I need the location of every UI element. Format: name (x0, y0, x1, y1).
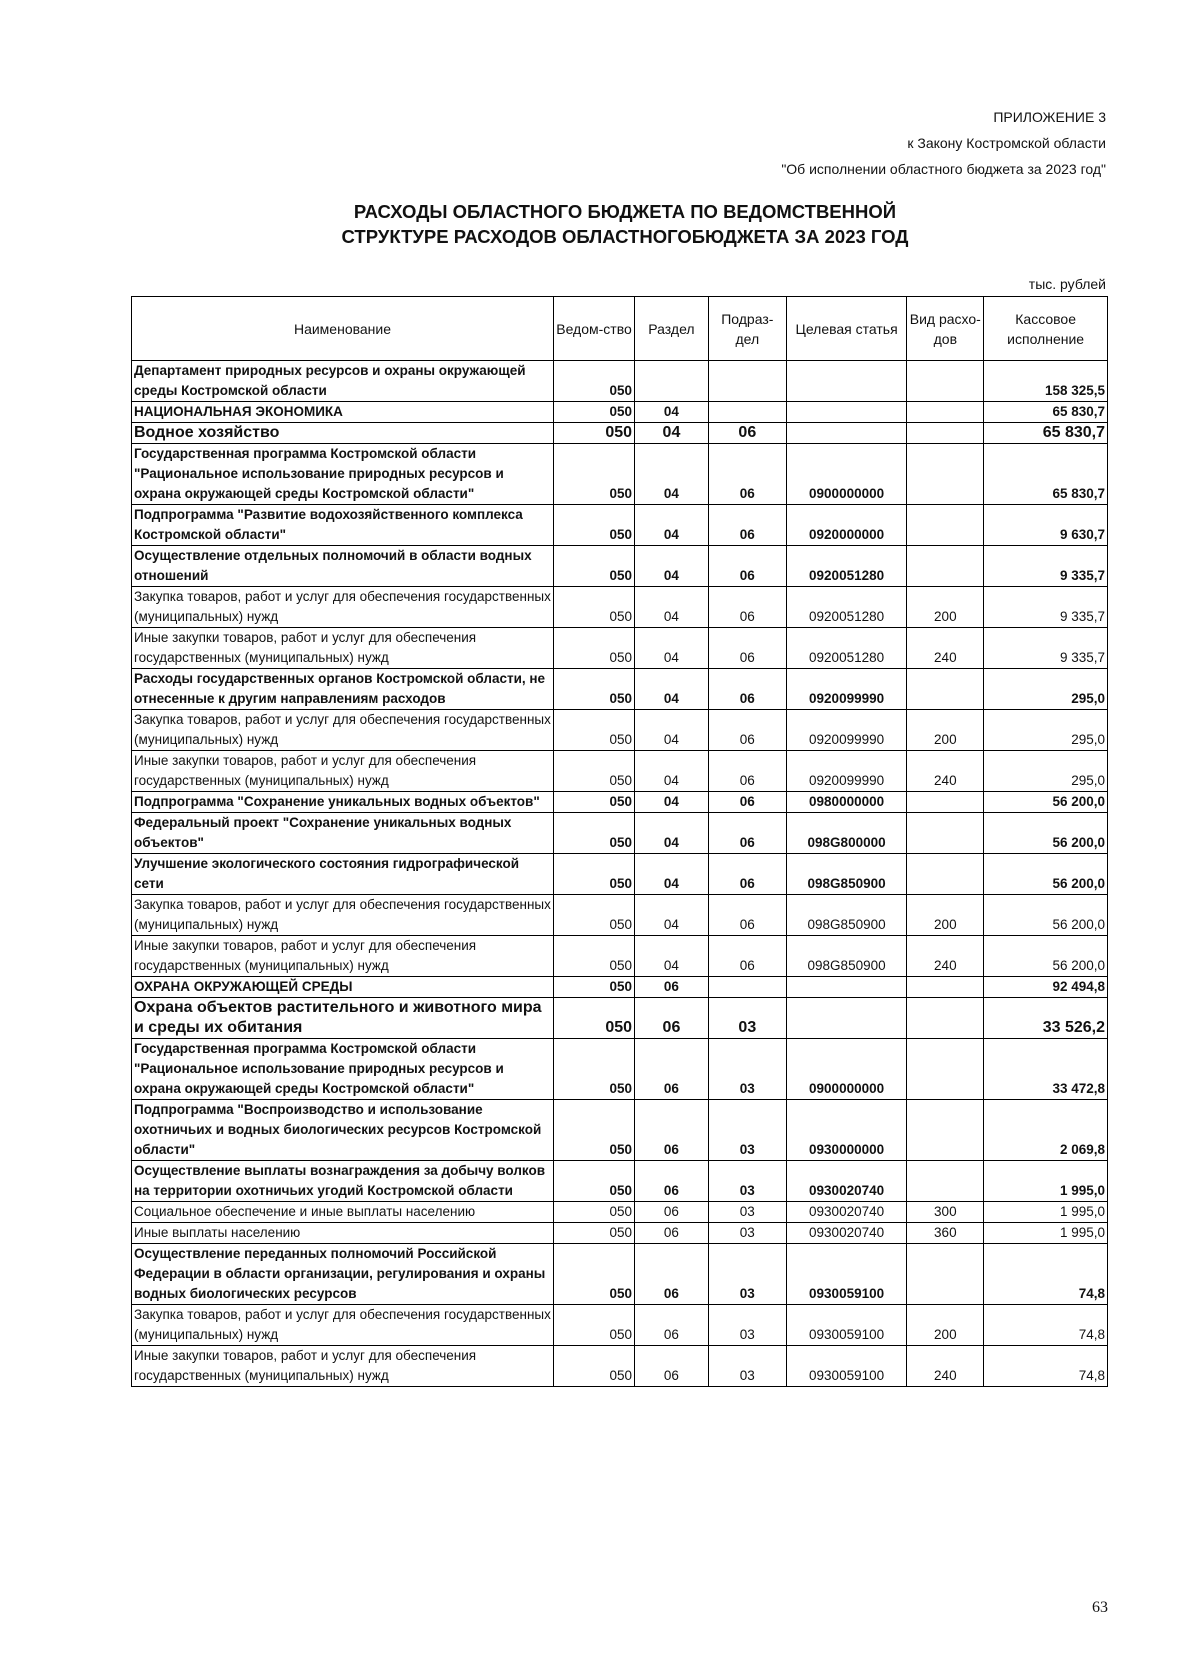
row-section (635, 361, 709, 402)
row-execution: 74,8 (984, 1305, 1108, 1346)
row-expense-type (907, 546, 984, 587)
row-execution: 1 995,0 (984, 1161, 1108, 1202)
row-agency: 050 (553, 444, 634, 505)
row-agency: 050 (553, 402, 634, 423)
row-section: 06 (635, 1244, 709, 1305)
row-section: 04 (635, 710, 709, 751)
row-agency: 050 (553, 854, 634, 895)
row-target: 0930000000 (786, 1100, 907, 1161)
table-row (132, 977, 1108, 998)
row-section: 04 (635, 423, 709, 444)
table-row (132, 1346, 1108, 1387)
row-section: 04 (635, 669, 709, 710)
row-expense-type (907, 669, 984, 710)
row-name: ОХРАНА ОКРУЖАЮЩЕЙ СРЕДЫ (132, 977, 554, 998)
row-subsection: 06 (708, 751, 786, 792)
row-section: 06 (635, 1305, 709, 1346)
row-name: Закупка товаров, работ и услуг для обеспечения государственных (муниципальных) нужд (132, 710, 554, 751)
row-execution: 295,0 (984, 710, 1108, 751)
row-target: 0920099990 (786, 751, 907, 792)
row-agency: 050 (553, 1223, 634, 1244)
row-section: 06 (635, 1346, 709, 1387)
row-target: 0930059100 (786, 1346, 907, 1387)
row-subsection: 03 (708, 1100, 786, 1161)
law-reference: к Закону Костромской области (907, 135, 1106, 151)
row-name: Иные выплаты населению (132, 1223, 554, 1244)
row-agency: 050 (553, 669, 634, 710)
row-target (786, 361, 907, 402)
row-section: 06 (635, 1202, 709, 1223)
row-name: Департамент природных ресурсов и охраны окружающей среды Костромской области (132, 361, 554, 402)
row-agency: 050 (553, 423, 634, 444)
row-execution: 56 200,0 (984, 936, 1108, 977)
table-row (132, 444, 1108, 505)
row-agency: 050 (553, 977, 634, 998)
row-target: 0900000000 (786, 1039, 907, 1100)
row-section: 04 (635, 444, 709, 505)
row-agency: 050 (553, 1039, 634, 1100)
row-target (786, 423, 907, 444)
row-agency: 050 (553, 895, 634, 936)
table-row (132, 1202, 1108, 1223)
row-subsection: 03 (708, 1346, 786, 1387)
row-target (786, 402, 907, 423)
row-section: 06 (635, 1223, 709, 1244)
row-execution: 9 335,7 (984, 546, 1108, 587)
appendix-label: ПРИЛОЖЕНИЕ 3 (993, 109, 1106, 125)
row-expense-type: 200 (907, 587, 984, 628)
row-execution: 56 200,0 (984, 854, 1108, 895)
row-target: 0920000000 (786, 505, 907, 546)
row-name: Закупка товаров, работ и услуг для обеспечения государственных (муниципальных) нужд (132, 895, 554, 936)
row-subsection: 06 (708, 936, 786, 977)
row-subsection: 06 (708, 813, 786, 854)
row-subsection: 03 (708, 998, 786, 1039)
table-row (132, 813, 1108, 854)
row-expense-type: 240 (907, 628, 984, 669)
row-name: Осуществление выплаты вознаграждения за добычу волков на территории охотничьих угодий Костромской области (132, 1161, 554, 1202)
row-agency: 050 (553, 1244, 634, 1305)
table-row (132, 669, 1108, 710)
row-expense-type (907, 444, 984, 505)
row-agency: 050 (553, 361, 634, 402)
row-agency: 050 (553, 1346, 634, 1387)
table-body (132, 361, 1108, 1387)
table-row (132, 1223, 1108, 1244)
row-section: 04 (635, 402, 709, 423)
row-subsection: 06 (708, 854, 786, 895)
column-header-section: Раздел (635, 297, 709, 361)
row-target: 0930020740 (786, 1161, 907, 1202)
row-expense-type: 240 (907, 751, 984, 792)
table-row (132, 628, 1108, 669)
table-row (132, 587, 1108, 628)
row-section: 06 (635, 1039, 709, 1100)
row-subsection (708, 361, 786, 402)
table-header (132, 297, 1108, 361)
row-execution: 74,8 (984, 1346, 1108, 1387)
row-subsection: 06 (708, 792, 786, 813)
row-agency: 050 (553, 710, 634, 751)
column-header-subsection: Подраз-дел (708, 297, 786, 361)
row-subsection: 06 (708, 710, 786, 751)
table-row (132, 936, 1108, 977)
row-expense-type (907, 1244, 984, 1305)
row-target: 0930059100 (786, 1305, 907, 1346)
row-agency: 050 (553, 1100, 634, 1161)
row-name: Подпрограмма "Воспроизводство и использование охотничьих и водных биологических ресурсов Костромской области" (132, 1100, 554, 1161)
page-number: 63 (1092, 1599, 1108, 1616)
row-name: Водное хозяйство (132, 423, 554, 444)
row-subsection (708, 402, 786, 423)
row-expense-type: 200 (907, 1305, 984, 1346)
row-name: Подпрограмма "Сохранение уникальных водных объектов" (132, 792, 554, 813)
row-section: 06 (635, 998, 709, 1039)
row-target: 0930059100 (786, 1244, 907, 1305)
row-section: 04 (635, 936, 709, 977)
row-name: Иные закупки товаров, работ и услуг для обеспечения государственных (муниципальных) нужд (132, 936, 554, 977)
row-name: Расходы государственных органов Костромской области, не отнесенные к другим направлениям расходов (132, 669, 554, 710)
row-execution: 56 200,0 (984, 895, 1108, 936)
row-agency: 050 (553, 998, 634, 1039)
row-name: Государственная программа Костромской области "Рациональное использование природных ресурсов и охрана окружающей среды Костромской области" (132, 444, 554, 505)
row-execution: 295,0 (984, 751, 1108, 792)
table-row (132, 998, 1108, 1039)
row-section: 04 (635, 895, 709, 936)
row-expense-type (907, 813, 984, 854)
row-agency: 050 (553, 936, 634, 977)
row-execution: 65 830,7 (984, 423, 1108, 444)
row-section: 06 (635, 1161, 709, 1202)
row-execution: 1 995,0 (984, 1202, 1108, 1223)
row-subsection: 03 (708, 1039, 786, 1100)
row-section: 04 (635, 546, 709, 587)
units-label: тыс. рублей (1028, 276, 1106, 292)
column-header-execution: Кассовое исполнение (984, 297, 1108, 361)
table-row (132, 751, 1108, 792)
row-target: 0930020740 (786, 1223, 907, 1244)
row-name: Закупка товаров, работ и услуг для обеспечения государственных (муниципальных) нужд (132, 1305, 554, 1346)
row-name: Иные закупки товаров, работ и услуг для обеспечения государственных (муниципальных) нужд (132, 751, 554, 792)
row-expense-type: 300 (907, 1202, 984, 1223)
row-target: 098G850900 (786, 895, 907, 936)
row-target (786, 977, 907, 998)
row-execution: 56 200,0 (984, 792, 1108, 813)
row-execution: 295,0 (984, 669, 1108, 710)
row-expense-type (907, 361, 984, 402)
row-subsection: 06 (708, 628, 786, 669)
row-agency: 050 (553, 1161, 634, 1202)
row-agency: 050 (553, 587, 634, 628)
table-row (132, 361, 1108, 402)
row-name: Иные закупки товаров, работ и услуг для обеспечения государственных (муниципальных) нужд (132, 1346, 554, 1387)
row-expense-type (907, 854, 984, 895)
row-expense-type (907, 977, 984, 998)
row-execution: 65 830,7 (984, 402, 1108, 423)
row-execution: 33 472,8 (984, 1039, 1108, 1100)
row-subsection: 06 (708, 505, 786, 546)
page-title-line-2: СТРУКТУРЕ РАСХОДОВ ОБЛАСТНОГОБЮДЖЕТА ЗА 2023 ГОД (341, 226, 909, 247)
row-execution: 9 335,7 (984, 628, 1108, 669)
row-target: 0900000000 (786, 444, 907, 505)
row-agency: 050 (553, 751, 634, 792)
row-target: 0920051280 (786, 546, 907, 587)
table-row (132, 895, 1108, 936)
row-name: Закупка товаров, работ и услуг для обеспечения государственных (муниципальных) нужд (132, 587, 554, 628)
row-section: 04 (635, 854, 709, 895)
row-target: 098G850900 (786, 854, 907, 895)
row-target: 098G850900 (786, 936, 907, 977)
row-expense-type (907, 792, 984, 813)
row-agency: 050 (553, 792, 634, 813)
row-execution: 65 830,7 (984, 444, 1108, 505)
row-section: 06 (635, 977, 709, 998)
row-name: Улучшение экологического состояния гидрографической сети (132, 854, 554, 895)
row-section: 04 (635, 505, 709, 546)
row-subsection (708, 977, 786, 998)
table-row (132, 1305, 1108, 1346)
row-name: Государственная программа Костромской области "Рациональное использование природных ресурсов и охрана окружающей среды Костромской области" (132, 1039, 554, 1100)
row-agency: 050 (553, 1202, 634, 1223)
row-target: 0980000000 (786, 792, 907, 813)
table-row (132, 546, 1108, 587)
page-title-line-1: РАСХОДЫ ОБЛАСТНОГО БЮДЖЕТА ПО ВЕДОМСТВЕННОЙ (353, 201, 897, 222)
row-expense-type (907, 998, 984, 1039)
row-expense-type (907, 423, 984, 444)
row-execution: 9 335,7 (984, 587, 1108, 628)
row-target: 0920051280 (786, 587, 907, 628)
row-execution: 92 494,8 (984, 977, 1108, 998)
row-expense-type: 360 (907, 1223, 984, 1244)
row-subsection: 06 (708, 423, 786, 444)
row-name: Федеральный проект "Сохранение уникальных водных объектов" (132, 813, 554, 854)
row-execution: 56 200,0 (984, 813, 1108, 854)
law-title: "Об исполнении областного бюджета за 2023 год" (781, 161, 1106, 177)
table-row (132, 402, 1108, 423)
table-row (132, 854, 1108, 895)
column-header-name: Наименование (132, 297, 554, 361)
row-target: 0920051280 (786, 628, 907, 669)
row-target: 098G800000 (786, 813, 907, 854)
row-name: Осуществление переданных полномочий Российской Федерации в области организации, регулирования и охраны водных биологических ресурсов (132, 1244, 554, 1305)
row-subsection: 03 (708, 1305, 786, 1346)
row-name: Подпрограмма "Развитие водохозяйственного комплекса Костромской области" (132, 505, 554, 546)
budget-table (131, 296, 1108, 1387)
row-execution: 1 995,0 (984, 1223, 1108, 1244)
row-subsection: 06 (708, 895, 786, 936)
row-execution: 2 069,8 (984, 1100, 1108, 1161)
row-expense-type (907, 1039, 984, 1100)
row-execution: 9 630,7 (984, 505, 1108, 546)
row-expense-type (907, 1100, 984, 1161)
row-expense-type (907, 1161, 984, 1202)
table-row (132, 1161, 1108, 1202)
row-execution: 158 325,5 (984, 361, 1108, 402)
row-expense-type: 240 (907, 1346, 984, 1387)
row-agency: 050 (553, 1305, 634, 1346)
row-subsection: 03 (708, 1223, 786, 1244)
row-subsection: 03 (708, 1161, 786, 1202)
row-expense-type: 200 (907, 895, 984, 936)
row-agency: 050 (553, 505, 634, 546)
row-section: 06 (635, 1100, 709, 1161)
row-agency: 050 (553, 546, 634, 587)
column-header-agency: Ведом-ство (553, 297, 634, 361)
row-target: 0920099990 (786, 669, 907, 710)
row-section: 04 (635, 628, 709, 669)
row-name: Охрана объектов растительного и животного мира и среды их обитания (132, 998, 554, 1039)
row-target: 0930020740 (786, 1202, 907, 1223)
row-name: Иные закупки товаров, работ и услуг для обеспечения государственных (муниципальных) нужд (132, 628, 554, 669)
row-section: 04 (635, 792, 709, 813)
row-section: 04 (635, 751, 709, 792)
row-section: 04 (635, 813, 709, 854)
table-row (132, 505, 1108, 546)
column-header-expense-type: Вид расхо-дов (907, 297, 984, 361)
row-expense-type: 200 (907, 710, 984, 751)
row-target (786, 998, 907, 1039)
row-section: 04 (635, 587, 709, 628)
row-name: НАЦИОНАЛЬНАЯ ЭКОНОМИКА (132, 402, 554, 423)
page-title (130, 199, 1120, 249)
row-subsection: 03 (708, 1244, 786, 1305)
row-subsection: 03 (708, 1202, 786, 1223)
row-name: Осуществление отдельных полномочий в области водных отношений (132, 546, 554, 587)
table-row (132, 710, 1108, 751)
row-subsection: 06 (708, 587, 786, 628)
row-expense-type (907, 402, 984, 423)
table-row (132, 1244, 1108, 1305)
table-row (132, 792, 1108, 813)
row-agency: 050 (553, 813, 634, 854)
row-expense-type: 240 (907, 936, 984, 977)
row-subsection: 06 (708, 444, 786, 505)
row-subsection: 06 (708, 546, 786, 587)
row-target: 0920099990 (786, 710, 907, 751)
table-row (132, 423, 1108, 444)
row-subsection: 06 (708, 669, 786, 710)
row-name: Социальное обеспечение и иные выплаты населению (132, 1202, 554, 1223)
table-row (132, 1100, 1108, 1161)
column-header-target: Целевая статья (786, 297, 907, 361)
row-agency: 050 (553, 628, 634, 669)
row-execution: 33 526,2 (984, 998, 1108, 1039)
row-expense-type (907, 505, 984, 546)
row-execution: 74,8 (984, 1244, 1108, 1305)
table-row (132, 1039, 1108, 1100)
